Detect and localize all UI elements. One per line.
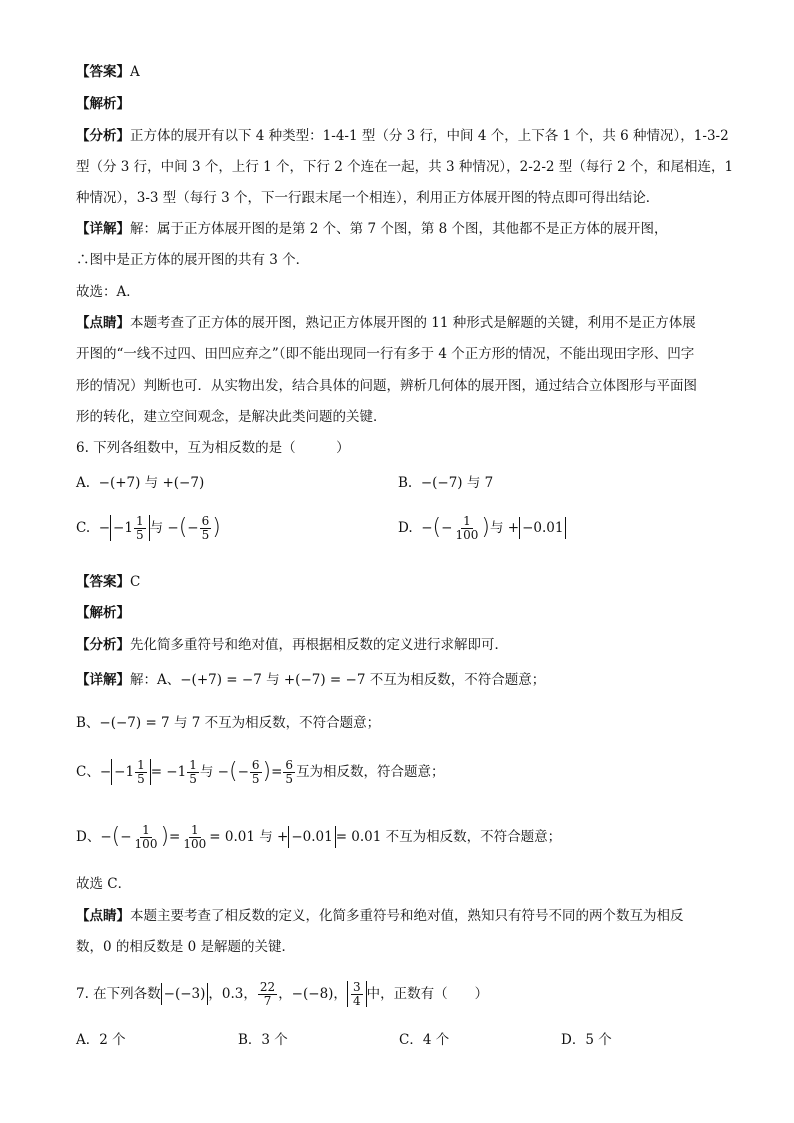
denominator: 5 — [201, 527, 210, 542]
dianjing-tag: 【点睛】 — [76, 315, 130, 331]
q5-fenxi-line3: 种情况），3-3 型（每行 3 个，下一行跟末尾一个相连），利用正方体展开图的特点即可得出结论． — [76, 190, 660, 206]
equals-text: = — [271, 764, 283, 781]
q6-jiexi: 【解析】 — [76, 605, 130, 621]
option-expr: −(−7) 与 7 — [420, 475, 494, 491]
fenxi-text: 先化简多重符号和绝对值，再根据相反数的定义进行求解即可． — [130, 637, 508, 653]
fenxi-tag: 【分析】 — [76, 128, 130, 144]
xiangjie-tag: 【详解】 — [76, 221, 130, 237]
q7-option-a: A．2 个 — [76, 1032, 126, 1048]
numerator: 1 — [190, 823, 199, 837]
left-paren: ( — [178, 515, 188, 541]
q7-option-c: C．4 个 — [399, 1032, 450, 1048]
right-paren: ) — [212, 515, 221, 541]
line-conclusion: = 0.01 不互为相反数，不符合题意； — [335, 829, 562, 846]
line-prefix: D、− — [76, 829, 112, 846]
q6-answer — [76, 572, 140, 592]
q5-jiexi: 【解析】 — [76, 96, 130, 112]
equals-text: = — [169, 829, 181, 846]
q6-xiangjie-d: D、− ( − $\frac{1}{100}$ ) = $\frac{1}{100}$ = 0.01 与 + −0.01 = 0.01 不互为相反数，不符合题意； — [76, 823, 562, 851]
numerator: 6 — [251, 758, 260, 772]
fenxi-text: 正方体的展开有以下 4 种类型：1-4-1 型（分 3 行，中间 4 个，上下各 1 个，共 6 种情况），1-3-2 — [130, 128, 729, 144]
fraction — [258, 981, 277, 1007]
left-paren: ( — [111, 824, 121, 850]
right-paren: ) — [262, 759, 272, 785]
q6-stem: 6. 下列各组数中，互为相反数的是（ ） — [76, 440, 350, 456]
absolute-value — [111, 759, 151, 785]
absolute-value — [347, 981, 367, 1007]
numerator: 22 — [259, 980, 276, 994]
fraction — [283, 759, 295, 785]
denominator: 5 — [251, 771, 260, 786]
fraction — [135, 759, 147, 785]
absolute-value: − 1 $\frac{1}{5}$ — [110, 515, 150, 541]
option-label: B. — [398, 475, 413, 491]
connector-text: 与 − — [199, 764, 229, 781]
denominator: 5 — [137, 771, 145, 786]
q5-xiangjie-line2: ∴图中是正方体的展开图的共有 3 个． — [76, 252, 310, 268]
line-conclusion: 互为相反数，符合题意； — [296, 764, 445, 781]
q6-dianjing-line1 — [76, 906, 684, 926]
fraction — [187, 759, 199, 785]
option-label: D. — [398, 520, 413, 537]
absolute-value: −(−3) — [161, 983, 209, 1005]
stem-text: 7. 在下列各数 — [76, 986, 161, 1003]
xiangjie-tag: 【详解】 — [76, 672, 130, 688]
q6-option-c: C. − − 1 $\frac{1}{5}$ 与 − ( − $\frac{6}{5}$ ) — [76, 514, 221, 542]
line-prefix: C、− — [76, 764, 112, 781]
q6-fenxi — [76, 635, 508, 655]
q6-xiangjie-a — [76, 670, 545, 690]
numerator: 1 — [135, 514, 144, 528]
fraction — [351, 981, 363, 1007]
numerator: 1 — [142, 823, 150, 837]
q5-dianjing-line1 — [76, 313, 696, 333]
numerator: 1 — [463, 514, 471, 528]
option-label: A. — [76, 475, 91, 491]
fraction — [453, 515, 480, 541]
dianjing-text: 本题主要考查了相反数的定义，化简多重符号和绝对值，熟知只有符号不同的两个数互为相反 — [130, 908, 684, 924]
denominator: 5 — [285, 771, 294, 786]
q6-xiangjie-b: B、−(−7) = 7 与 7 不互为相反数，不符合题意； — [76, 715, 381, 731]
q6-xiangjie-c: C、− −1 $\frac{1}{5}$ = −1 $\frac{1}{5}$ 与 − ( − $\frac{6}{5}$ ) = $\frac{6}{5}$ 互为相反数，符合题意； — [76, 758, 445, 786]
fraction — [134, 515, 146, 541]
q6-dianjing-line2: 数，0 的相反数是 0 是解题的关键． — [76, 939, 296, 955]
stem-text: ，−(−8)， — [278, 986, 347, 1003]
connector-text: 与 − — [149, 520, 179, 537]
xiangjie-text: 解：属于正方体展开图的是第 2 个、第 7 个图，第 8 个图，其他都不是正方体的展开图， — [130, 221, 668, 237]
option-expr: −(+7) 与 +(−7) — [98, 475, 205, 491]
denominator: 5 — [135, 527, 144, 542]
q5-dianjing-line2: 开图的“一线不过四、田凹应弃之”（即不能出现同一行有多于 4 个正方形的情况，不能出现田字形、凹字 — [76, 346, 695, 362]
q7-stem — [76, 981, 488, 1007]
absolute-value: −0.01 — [519, 517, 566, 539]
fraction — [133, 824, 160, 850]
numerator: 6 — [201, 514, 210, 528]
left-paren: ( — [432, 515, 442, 541]
q5-fenxi-line2: 型（分 3 行，中间 3 个，上行 1 个，下行 2 个连在一起，共 3 种情况），2-2-2 型（每行 2 个，和尾相连，1 — [76, 159, 734, 175]
right-paren: ) — [160, 824, 170, 850]
fraction — [200, 515, 212, 541]
q5-dianjing-line4: 形的转化，建立空间观念，是解决此类问题的关键． — [76, 409, 387, 425]
q5-dianjing-line3: 形的情况）判断也可．从实物出发，结合具体的问题，辨析几何体的展开图，通过结合立体图形与平面图 — [76, 378, 697, 394]
numerator: 6 — [285, 758, 294, 772]
numerator: 1 — [137, 758, 145, 772]
denominator: 100 — [134, 836, 158, 851]
q5-xiangjie-line1 — [76, 219, 668, 239]
denominator: 7 — [263, 993, 272, 1008]
q6-option-a — [76, 472, 204, 494]
fraction — [250, 759, 262, 785]
fraction — [181, 824, 208, 850]
answer-value: A — [130, 64, 140, 80]
equals-text: = −1 — [150, 764, 187, 781]
stem-text: ，0.3， — [208, 986, 257, 1003]
q6-option-b — [398, 472, 493, 494]
q7-option-b: B．3 个 — [238, 1032, 288, 1048]
denominator: 5 — [189, 771, 197, 786]
denominator: 100 — [183, 836, 207, 851]
q5-fenxi-line1 — [76, 126, 729, 146]
answer-tag: 【答案】 — [76, 64, 130, 80]
denominator: 4 — [352, 993, 361, 1008]
connector-text: 与 + — [489, 520, 520, 537]
q7-option-d: D．5 个 — [561, 1032, 612, 1048]
left-paren: ( — [228, 759, 238, 785]
minus-sign: − — [421, 520, 433, 537]
right-paren: ) — [481, 515, 490, 541]
answer-tag: 【答案】 — [76, 574, 130, 590]
minus-sign: − — [98, 520, 111, 537]
q6-option-d: D. − ( − $\frac{1}{100}$ ) 与 + −0.01 — [398, 515, 566, 541]
numerator: 3 — [352, 980, 361, 994]
absolute-value: −0.01 — [288, 826, 335, 848]
fenxi-tag: 【分析】 — [76, 637, 130, 653]
q5-guxuan: 故选：A． — [76, 284, 140, 300]
connector-text: = 0.01 与 + — [209, 829, 289, 846]
dianjing-text: 本题考查了正方体的展开图，熟记正方体展开图的 11 种形式是解题的关键，利用不是正方体展 — [130, 315, 696, 331]
q6-guxuan: 故选 C． — [76, 876, 132, 892]
option-label: C. — [76, 520, 91, 537]
denominator: 100 — [455, 527, 479, 542]
whole-part: 1 — [124, 520, 133, 537]
stem-text: 中，正数有（ ） — [366, 986, 489, 1003]
whole-part: −1 — [114, 764, 135, 781]
q5-answer — [76, 62, 140, 82]
xiangjie-text: 解：A、−(+7) = −7 与 +(−7) = −7 不互为相反数，不符合题意； — [130, 672, 546, 688]
numerator: 1 — [189, 758, 197, 772]
answer-value: C — [130, 574, 141, 590]
dianjing-tag: 【点睛】 — [76, 908, 130, 924]
